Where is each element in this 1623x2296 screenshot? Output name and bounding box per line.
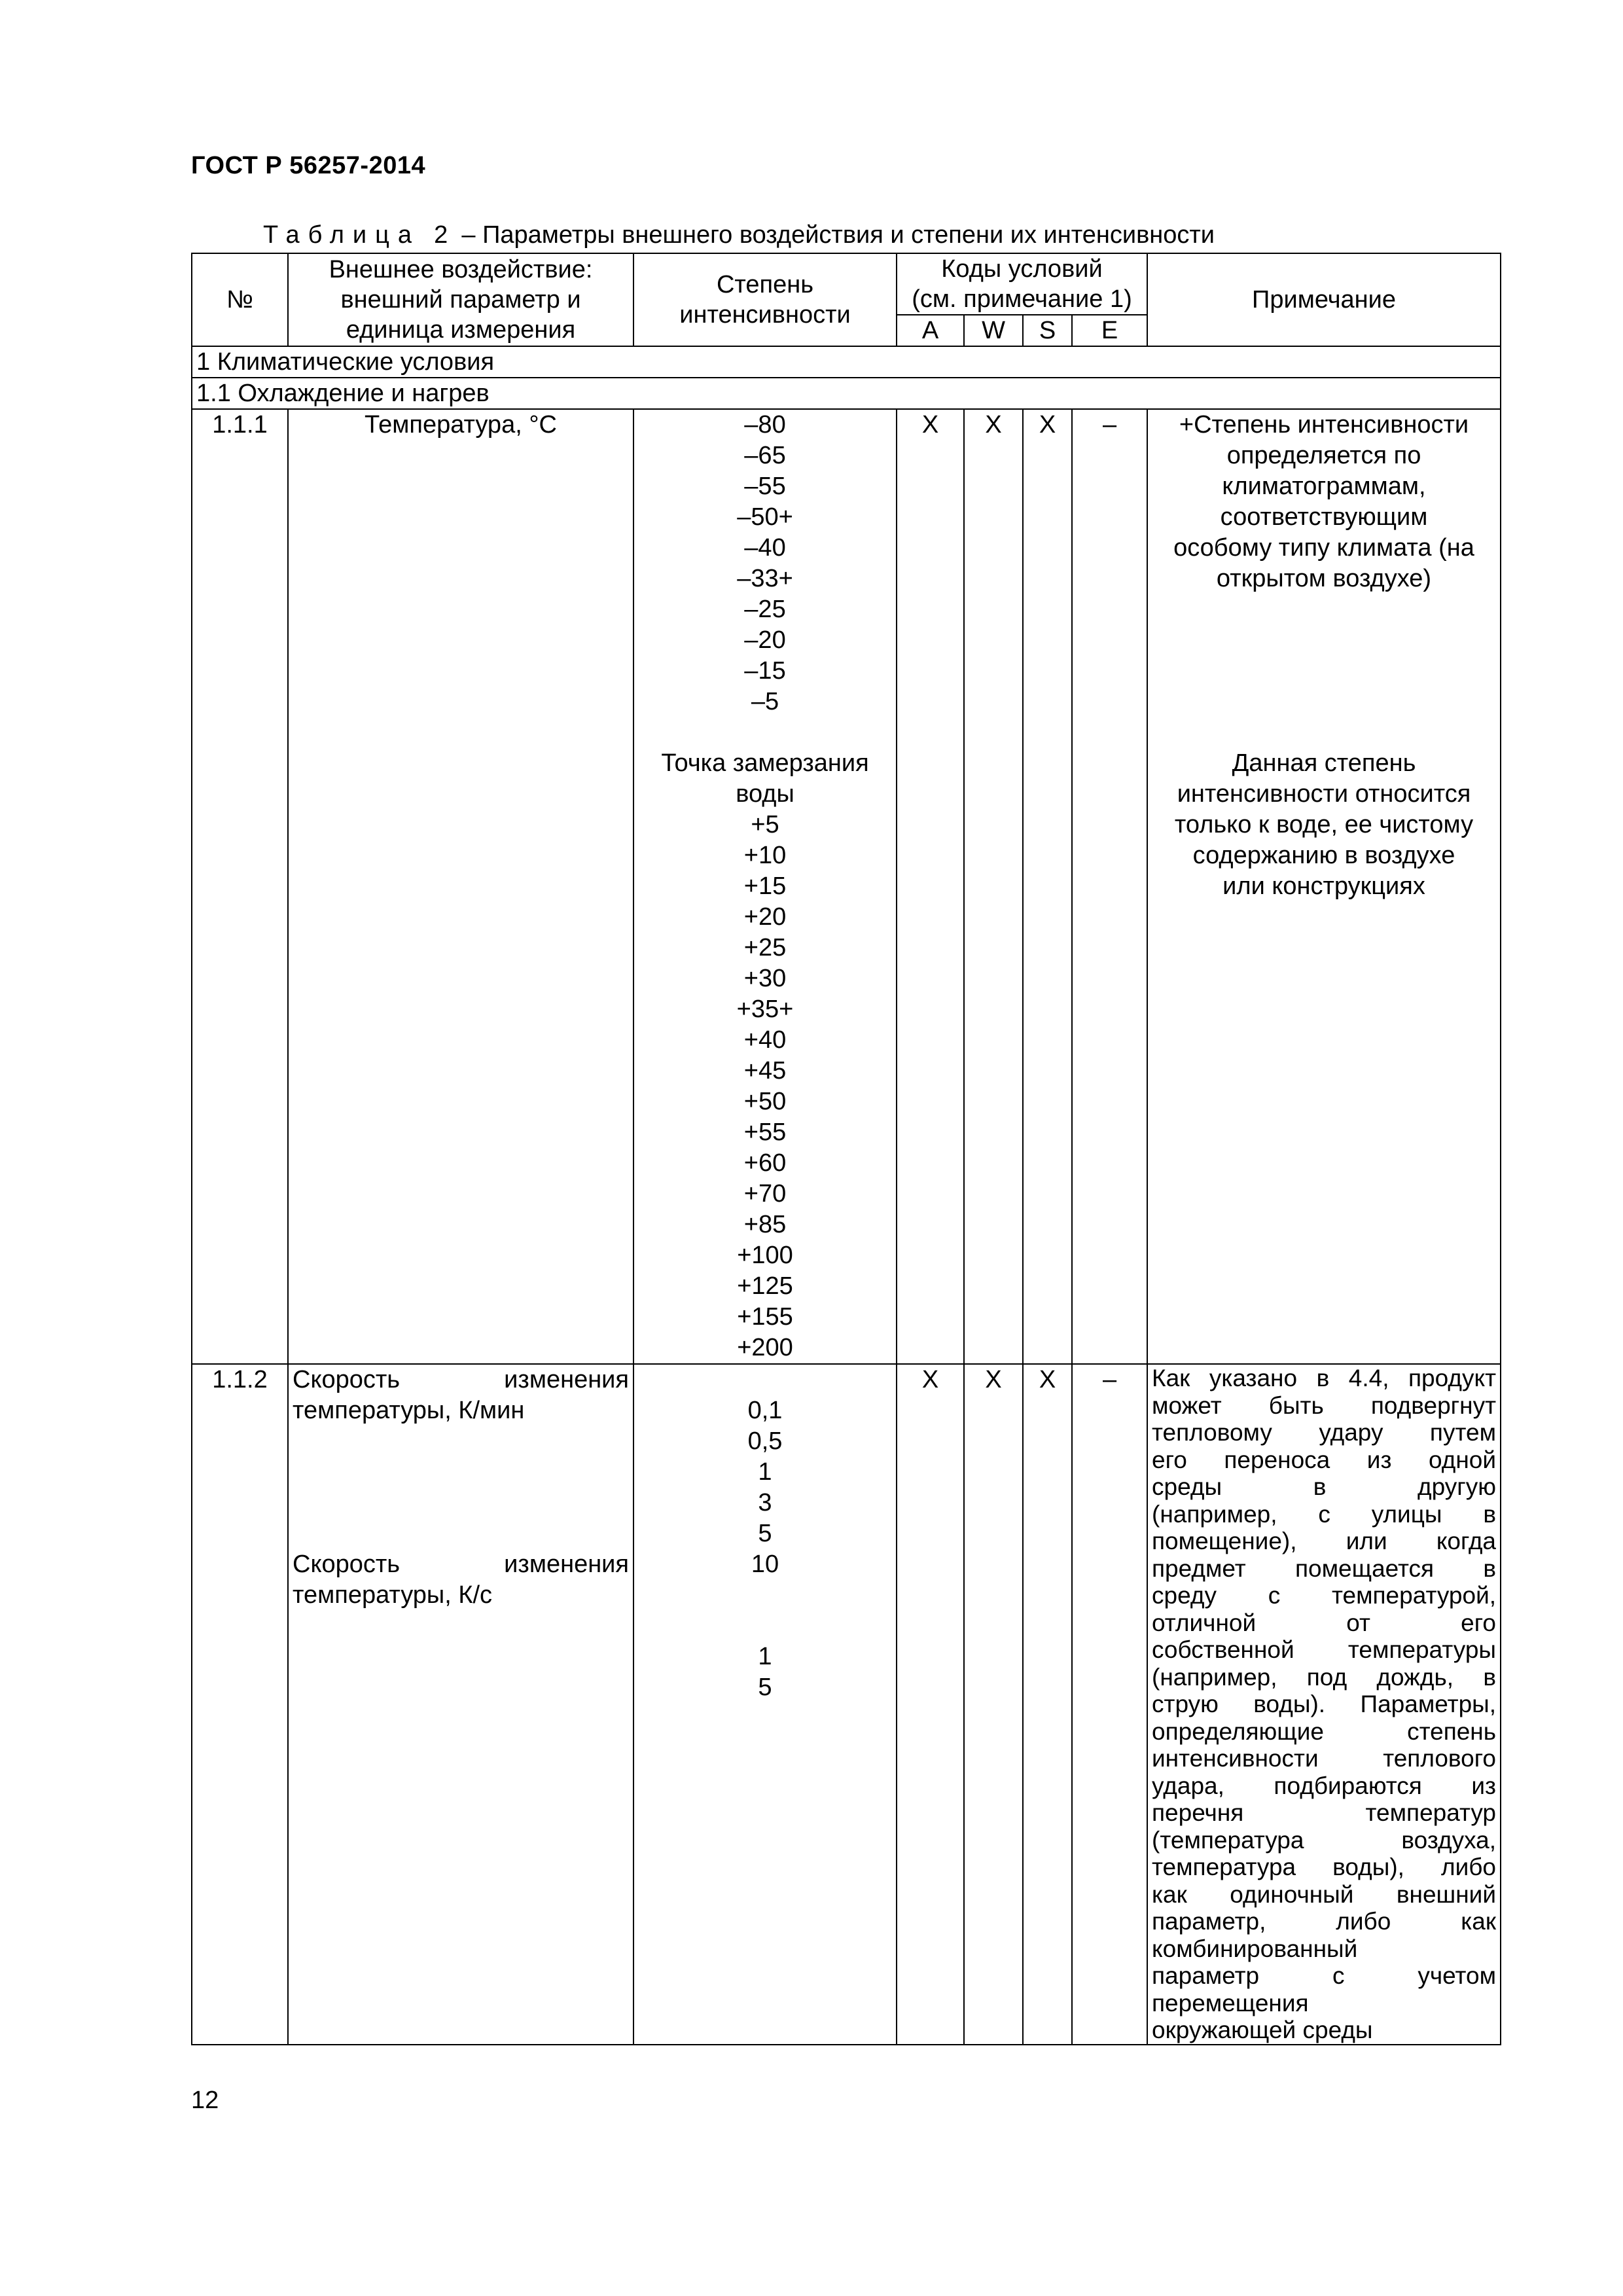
caption-text: Параметры внешнего воздействия и степени их интенсивности: [482, 221, 1215, 249]
row-code-w: X: [964, 1364, 1023, 2045]
row-code-s: X: [1023, 1364, 1072, 2045]
row-code-a: X: [897, 1364, 964, 2045]
parameters-table-wrapper: [191, 253, 1500, 2045]
header-code-s: S: [1023, 315, 1072, 346]
row-code-e: –: [1072, 409, 1147, 1364]
table-row: [192, 1364, 1501, 2045]
caption-number: 2: [434, 221, 448, 249]
row-note: Как указано в 4.4, продукт может быть подвергнут тепловому удару путем его переноса из одной среды в другую (например, с улицы в помещение), или когда предмет помещается в среду с температурой, отличной от его собственной температуры (например, под дождь, в струю воды). Параметры, определяющие степень интенсивности теплового удара, подбираются из перечня температур (температура воздуха, температура воды), либо как одиночный внешний параметр, либо как комбинированный параметр с учетом перемещения окружающей среды: [1147, 1364, 1501, 2045]
header-row: [192, 253, 1501, 315]
caption-word: Таблица: [263, 221, 420, 249]
section-row: [192, 346, 1501, 378]
caption-dash: –: [461, 221, 476, 249]
page-number: 12: [191, 2087, 219, 2114]
header-code-w: W: [964, 315, 1023, 346]
header-num: №: [192, 253, 288, 346]
header-code-e: E: [1072, 315, 1147, 346]
row-degrees: –80 –65 –55 –50+ –40 –33+ –25 –20 –15 –5 Точка замерзания воды +5 +10 +15 +20 +25 +30 +35+ +40 +45 +50 +55 +60 +70 +85 +100 +125 +155 +200: [633, 409, 897, 1364]
parameters-table: [191, 253, 1501, 2045]
document-header: ГОСТ Р 56257-2014: [191, 152, 426, 179]
row-code-s: X: [1023, 409, 1072, 1364]
table-row: [192, 409, 1501, 1364]
header-param: Внешнее воздействие: внешний параметр и единица измерения: [288, 253, 633, 346]
table-caption: [263, 221, 1215, 249]
row-code-w: X: [964, 409, 1023, 1364]
header-codes: Коды условий (см. примечание 1): [897, 253, 1147, 315]
row-param: Температура, °С: [288, 409, 633, 1364]
row-param: Скорость изменения температуры, К/мин Скорость изменения температуры, К/с: [288, 1364, 633, 2045]
row-num: 1.1.2: [192, 1364, 288, 2045]
header-degree: Степень интенсивности: [633, 253, 897, 346]
row-note: +Степень интенсивности определяется по климатограммам, соответствующим особому типу климата (на открытом воздухе) Данная степень интенсивности относится только к воде, ее чистому содержанию в воздухе или конструкциях: [1147, 409, 1501, 1364]
header-code-a: A: [897, 315, 964, 346]
header-note: Примечание: [1147, 253, 1501, 346]
section-row: [192, 378, 1501, 409]
row-num: 1.1.1: [192, 409, 288, 1364]
section-cooling-heating: 1.1 Охлаждение и нагрев: [192, 378, 1501, 409]
row-code-e: –: [1072, 1364, 1147, 2045]
section-climatic: 1 Климатические условия: [192, 346, 1501, 378]
row-code-a: X: [897, 409, 964, 1364]
row-degrees: 0,1 0,5 1 3 5 10 1 5: [633, 1364, 897, 2045]
